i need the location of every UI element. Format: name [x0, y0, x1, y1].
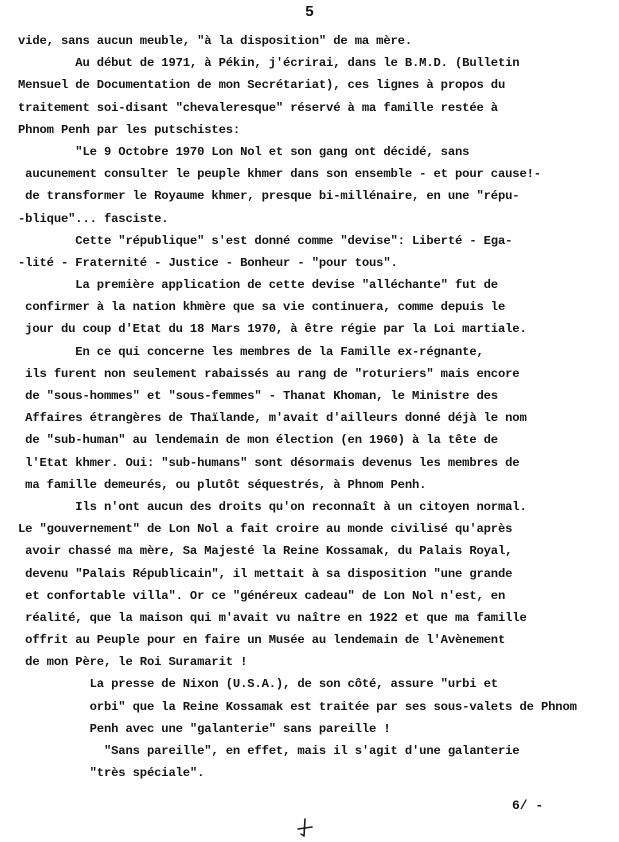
text-line: ils furent non seulement rabaissés au rang de "roturiers" mais encore	[18, 366, 520, 381]
body-text	[18, 30, 608, 784]
text-line: "très spéciale".	[18, 766, 205, 781]
text-line: "Le 9 Octobre 1970 Lon Nol et son gang ont décidé, sans	[18, 144, 470, 159]
text-line: jour du coup d'Etat du 18 Mars 1970, à être régie par la Loi martiale.	[18, 322, 527, 337]
text-line: devenu "Palais Républicain", il mettait à sa disposition "une grande	[18, 566, 513, 581]
text-line: La presse de Nixon (U.S.A.), de son côté, assure "urbi et	[18, 677, 498, 692]
text-line: Phnom Penh par les putschistes:	[18, 122, 241, 137]
text-line: Cette "république" s'est donné comme "devise": Liberté - Ega-	[18, 233, 513, 248]
text-line: avoir chassé ma mère, Sa Majesté la Reine Kossamak, du Palais Royal,	[18, 544, 513, 559]
text-line: de mon Père, le Roi Suramarit !	[18, 655, 248, 670]
text-line: vide, sans aucun meuble, "à la disposition" de ma mère.	[18, 34, 413, 48]
text-line: l'Etat khmer. Oui: "sub-humans" sont désormais devenus les membres de	[18, 455, 520, 470]
text-line: réalité, que la maison qui m'avait vu naître en 1922 et que ma famille	[18, 610, 527, 625]
handwritten-mark-icon	[296, 818, 314, 838]
text-line: Penh avec une "galanterie" sans pareille !	[18, 721, 391, 736]
text-line: ma famille demeurés, ou plutôt séquestrés, à Phnom Penh.	[18, 477, 427, 492]
text-line: et confortable villa". Or ce "généreux cadeau" de Lon Nol n'est, en	[18, 588, 506, 603]
text-line: Au début de 1971, à Pékin, j'écrirai, dans le B.M.D. (Bulletin	[18, 56, 520, 71]
text-line: offrit au Peuple pour en faire un Musée au lendemain de l'Avènement	[18, 633, 506, 648]
text-line: de "sous-hommes" et "sous-femmes" - Thanat Khoman, le Ministre des	[18, 389, 498, 403]
text-line: La première application de cette devise "alléchante" fut de	[18, 278, 498, 293]
page-number: 5	[304, 4, 314, 21]
text-line: "Sans pareille", en effet, mais il s'agit d'une galanterie	[18, 744, 520, 758]
text-line: Mensuel de Documentation de mon Secrétariat), ces lignes à propos du	[18, 78, 506, 93]
text-line: confirmer à la nation khmère que sa vie continuera, comme depuis le	[18, 300, 506, 315]
text-line: -blique"... fasciste.	[18, 211, 169, 226]
text-line: En ce qui concerne les membres de la Famille ex-régnante,	[18, 344, 484, 359]
text-line: Ils n'ont aucun des droits qu'on reconnaît à un citoyen normal.	[18, 499, 527, 514]
text-line: aucunement consulter le peuple khmer dans son ensemble - et pour cause!-	[18, 167, 541, 182]
text-line: Affaires étrangères de Thaïlande, m'avait d'ailleurs donné déjà le nom	[18, 411, 527, 426]
text-line: orbi" que la Reine Kossamak est traitée par ses sous-valets de Phnom	[18, 699, 577, 714]
text-line: traitement soi-disant "chevaleresque" réservé à ma famille restée à	[18, 100, 498, 115]
text-line: -lité - Fraternité - Justice - Bonheur - "pour tous".	[18, 255, 398, 270]
text-line: Le "gouvernement" de Lon Nol a fait croire au monde civilisé qu'après	[18, 522, 513, 537]
text-line: de "sub-human" au lendemain de mon élection (en 1960) à la tête de	[18, 433, 498, 448]
text-line: de transformer le Royaume khmer, presque bi-millénaire, en une "répu-	[18, 189, 520, 204]
continuation-marker: 6/ -	[512, 798, 544, 813]
